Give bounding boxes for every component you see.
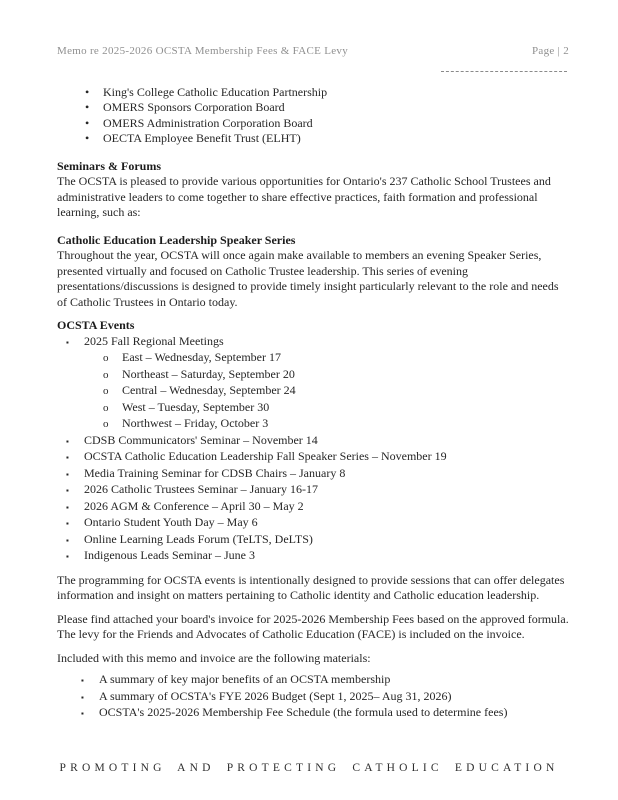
events-list	[57, 334, 569, 351]
page-number: Page | 2	[532, 45, 569, 57]
header-title: Memo re 2025-2026 OCSTA Membership Fees & FACE Levy	[57, 45, 349, 57]
list-item-label: OMERS Administration Corporation Board	[103, 115, 313, 130]
list-item	[85, 131, 569, 147]
list-item	[66, 548, 569, 565]
list-item-label: CDSB Communicators' Seminar – November 14	[84, 432, 318, 447]
page-header	[57, 44, 569, 60]
bullet-icon: ▪	[66, 436, 69, 446]
list-item-label: OCSTA's 2025-2026 Membership Fee Schedule (the formula used to determine fees)	[99, 705, 508, 719]
list-item	[66, 449, 569, 466]
list-item-label: 2026 Catholic Trustees Seminar – January 16-17	[84, 482, 318, 496]
regional-meetings-sublist	[57, 350, 569, 433]
page-content	[57, 44, 569, 722]
list-item	[103, 400, 569, 417]
list-item-label: Northeast – Saturday, September 20	[122, 366, 295, 381]
list-item	[66, 515, 569, 532]
list-item-label: Media Training Seminar for CDSB Chairs – January 8	[84, 465, 346, 480]
bullet-icon: ▪	[66, 453, 69, 462]
list-item-label: OECTA Employee Benefit Trust (ELHT)	[103, 131, 301, 145]
bullet-icon: ▪	[66, 337, 69, 347]
list-item	[66, 499, 569, 516]
list-item-label: Indigenous Leads Seminar – June 3	[84, 548, 255, 562]
list-item	[81, 672, 569, 689]
bullet-icon: ▪	[66, 535, 69, 545]
bullet-icon: ▪	[66, 469, 69, 479]
affiliations-list	[85, 85, 569, 147]
bullet-icon: ▪	[66, 502, 69, 512]
list-item-label: West – Tuesday, September 30	[122, 399, 270, 414]
list-item-label: Northwest – Friday, October 3	[122, 416, 269, 430]
list-item	[66, 334, 569, 351]
list-item-label: OMERS Sponsors Corporation Board	[103, 100, 285, 114]
bullet-icon: o	[103, 352, 109, 364]
bullet-icon: ▪	[81, 676, 84, 685]
list-item-label: OCSTA Catholic Education Leadership Fall Speaker Series – November 19	[84, 449, 447, 463]
list-item	[103, 350, 569, 367]
list-item-label: 2025 Fall Regional Meetings	[84, 333, 224, 348]
list-item-label: Ontario Student Youth Day – May 6	[84, 515, 258, 529]
bullet-icon: ▪	[66, 486, 69, 495]
list-item	[66, 433, 569, 450]
list-item	[103, 367, 569, 384]
list-item-label: King's College Catholic Education Partnership	[103, 84, 328, 99]
bullet-icon: o	[103, 401, 109, 414]
speaker-series-paragraph: Throughout the year, OCSTA will once again make available to members an evening Speaker Series, presented virtually and focused on Catholic Trustee leadership. This series of evening presentations/discussions is designed to provide timely insight particularly relevant to the role and needs of Catholic Trustees in Ontario today.	[57, 248, 559, 309]
list-item	[66, 532, 569, 549]
list-item	[81, 689, 569, 706]
list-item	[103, 383, 569, 400]
bullet-icon: ▪	[66, 519, 69, 528]
list-item-label: A summary of OCSTA's FYE 2026 Budget (Sept 1, 2025– Aug 31, 2026)	[99, 688, 452, 703]
list-item-label: Online Learning Leads Forum (TeLTS, DeLTS)	[84, 531, 313, 546]
list-item	[85, 100, 569, 116]
list-item	[103, 416, 569, 433]
bullet-icon: •	[85, 84, 90, 99]
list-item-label: Central – Wednesday, September 24	[122, 383, 296, 397]
section-heading-ocsta-events: OCSTA Events	[57, 318, 135, 332]
bullet-icon: •	[85, 131, 90, 145]
list-item-label: 2026 AGM & Conference – April 30 – May 2	[84, 498, 304, 513]
bullet-icon: ▪	[66, 552, 69, 561]
section-heading-seminars-forums: Seminars & Forums	[57, 158, 161, 173]
bullet-icon: ▪	[81, 709, 84, 718]
list-item	[66, 482, 569, 499]
list-item	[85, 116, 569, 132]
section-heading-speaker-series: Catholic Education Leadership Speaker Series	[57, 232, 296, 247]
list-item	[81, 705, 569, 722]
header-divider	[441, 71, 567, 72]
bullet-icon: o	[103, 385, 109, 397]
footer-slogan: PROMOTING AND PROTECTING CATHOLIC EDUCATION	[59, 762, 559, 774]
materials-intro: Included with this memo and invoice are the following materials:	[57, 650, 371, 665]
bullet-icon: o	[103, 368, 109, 381]
programming-paragraph: The programming for OCSTA events is intentionally designed to provide sessions that can offer delegates information and insight on matters pertaining to Catholic identity and Catholic education leadership.	[57, 572, 565, 602]
bullet-icon: ▪	[81, 692, 84, 702]
list-item-label: A summary of key major benefits of an OCSTA membership	[99, 672, 391, 686]
materials-list	[81, 672, 569, 722]
bullet-icon: •	[85, 100, 90, 114]
bullet-icon: o	[103, 418, 109, 430]
bullet-icon: •	[85, 115, 90, 130]
events-list-continued	[57, 433, 569, 565]
seminars-paragraph: The OCSTA is pleased to provide various opportunities for Ontario's 237 Catholic School Trustees and administrative leaders to come together to share effective practices, faith formation and professional learning, such as:	[57, 174, 551, 219]
list-item	[66, 466, 569, 483]
list-item	[85, 85, 569, 101]
invoice-paragraph: Please find attached your board's invoice for 2025-2026 Membership Fees based on the approved formula. The levy for the Friends and Advocates of Catholic Education (FACE) is included on the invoice.	[57, 611, 569, 641]
list-item-label: East – Wednesday, September 17	[122, 350, 281, 364]
